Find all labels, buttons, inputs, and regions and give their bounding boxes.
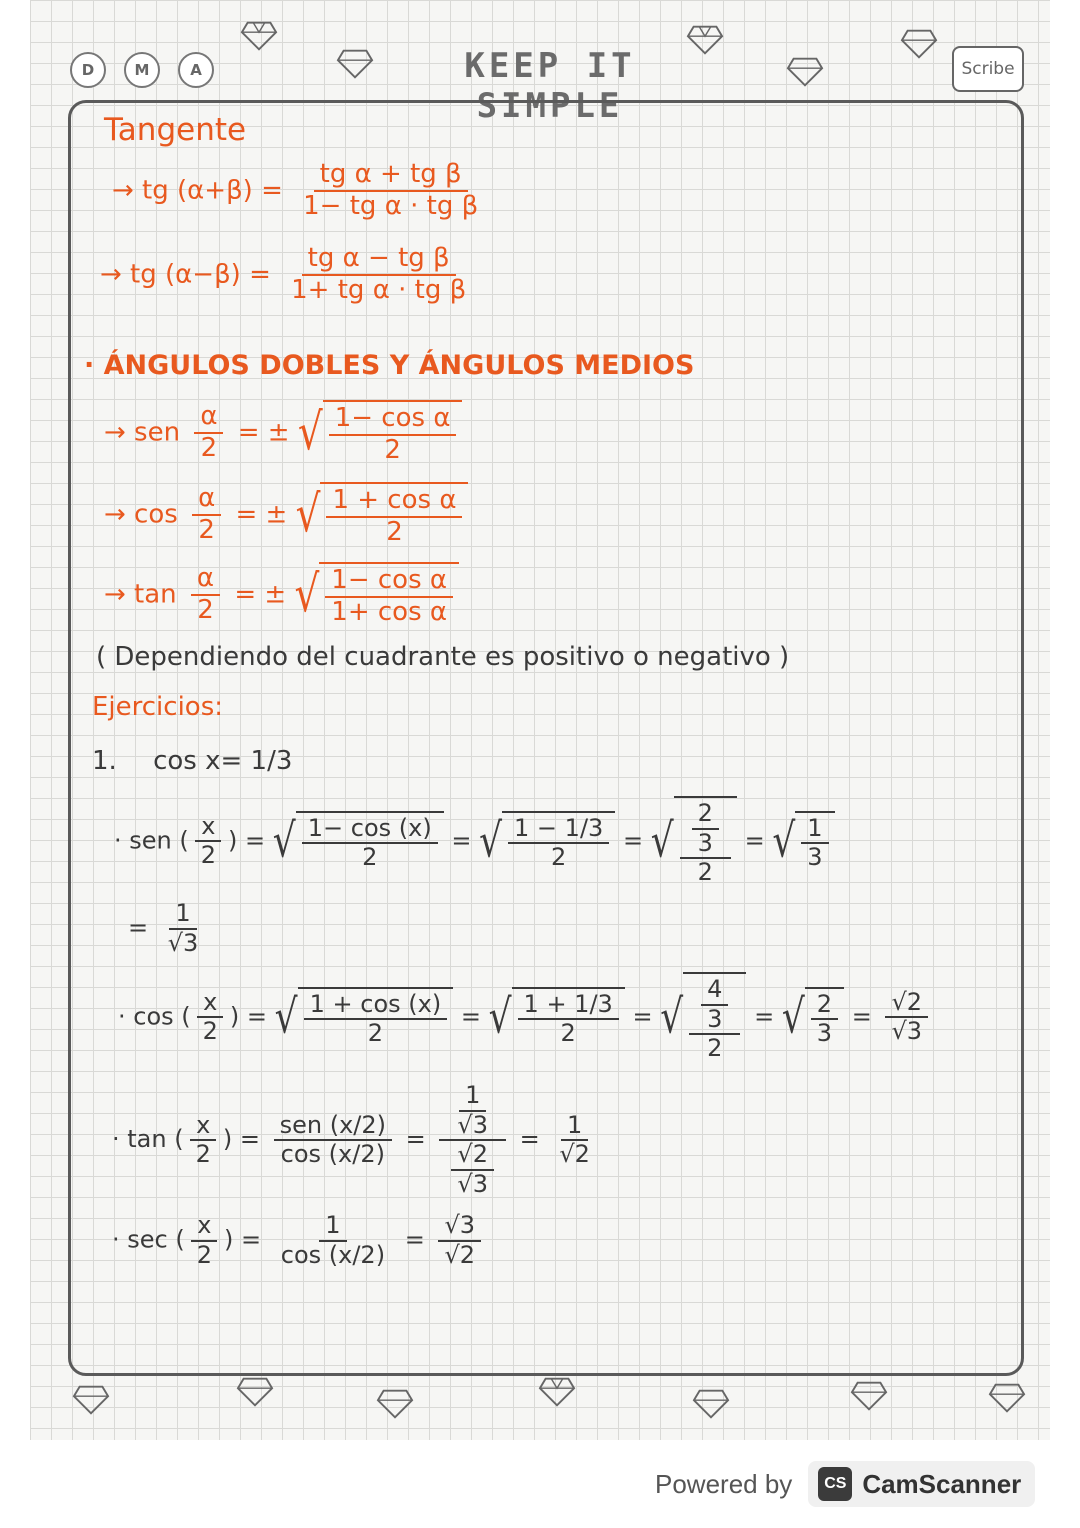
sen-half-lhs: → sen bbox=[104, 417, 181, 448]
tan-half-formula: → tan $\frac{\alpha}{2}$ = ± √ $\frac{\text{1− cos α}}{\text{1+ cos α}}$ bbox=[104, 562, 459, 628]
camscanner-watermark bbox=[655, 1456, 1035, 1512]
x-num: x bbox=[191, 1212, 217, 1242]
cos-step4-den: 3 bbox=[816, 1019, 833, 1048]
tan-result-num: 1 bbox=[561, 1112, 588, 1142]
equals: = bbox=[245, 826, 266, 855]
problem-text: cos x= 1/3 bbox=[153, 746, 293, 776]
equals: = bbox=[519, 1125, 540, 1154]
tg-sum-denominator: 1− tg α · tg β bbox=[303, 190, 479, 221]
diamond-icon bbox=[376, 1388, 414, 1420]
diamond-icon bbox=[692, 1388, 730, 1420]
sec-exercise: · sec ( $\frac{x}{2}$ ) = $\frac{1}{\cos (x/2)}$ = $\frac{√3}{√2}$ bbox=[112, 1212, 487, 1269]
sen-result bbox=[128, 900, 210, 957]
scribe-logo: Scribe bbox=[952, 46, 1024, 92]
problem-number: 1. bbox=[92, 746, 117, 776]
sec-label: · sec bbox=[112, 1225, 168, 1254]
two-den: 2 bbox=[707, 1034, 723, 1063]
sen-result-num: 1 bbox=[169, 900, 196, 930]
problem-statement bbox=[92, 746, 292, 776]
plus-minus: = ± bbox=[235, 499, 288, 530]
page-header-title: KEEP IT SIMPLE bbox=[464, 46, 636, 126]
sen-label: · sen bbox=[114, 826, 172, 855]
two-den: 2 bbox=[197, 594, 214, 625]
equals: = bbox=[405, 1125, 426, 1154]
diamond-icon bbox=[236, 1376, 274, 1408]
equals: = bbox=[622, 826, 644, 855]
sen-step2-num: 1 − 1/3 bbox=[508, 815, 609, 845]
two-den: 2 bbox=[362, 843, 378, 872]
alpha-num: α bbox=[194, 402, 223, 434]
sen-half-numerator: 1− cos α bbox=[329, 404, 457, 436]
cos-half-denominator: 2 bbox=[386, 516, 403, 547]
tangente-heading: Tangente bbox=[104, 112, 247, 148]
tg-diff-lhs: → tg (α−β) = bbox=[100, 259, 271, 290]
diamond-icon bbox=[538, 1376, 576, 1408]
cos-result-den: √3 bbox=[891, 1017, 923, 1046]
diamond-icon bbox=[850, 1380, 888, 1412]
camscanner-badge bbox=[808, 1461, 1035, 1507]
tan-step2-top-num: 1 bbox=[459, 1082, 486, 1112]
sen-result-den: √3 bbox=[167, 928, 199, 957]
two-den: 2 bbox=[200, 841, 217, 870]
tan-step1-den: cos (x/2) bbox=[280, 1140, 385, 1169]
sen-exercise: · sen ( $\frac{x}{2}$ ) = √ $\frac{1- \cos (x)}{2}$ = √ $\frac{1 - 1/3}{2}$ = √ $\frac{\frac{2}{3}}{2}$ = √ $\frac{1}{3}$ bbox=[114, 796, 835, 887]
equals: = bbox=[239, 1125, 260, 1154]
two-den: 2 bbox=[202, 1017, 218, 1046]
circle-d: D bbox=[70, 52, 106, 88]
diamond-icon bbox=[900, 28, 938, 60]
sen-half-denominator: 2 bbox=[384, 434, 401, 465]
equals: = bbox=[632, 1002, 653, 1031]
equals: = bbox=[744, 826, 765, 855]
cos-step4-num: 2 bbox=[811, 991, 838, 1021]
x-num: x bbox=[197, 989, 223, 1019]
x-num: x bbox=[190, 1112, 216, 1142]
cos-half-lhs: → cos bbox=[104, 499, 178, 530]
tan-step2-bot-den: √3 bbox=[457, 1169, 488, 1198]
two-den: 2 bbox=[367, 1019, 384, 1048]
equals: = bbox=[460, 1002, 481, 1031]
tg-sum-lhs: → tg (α+β) = bbox=[112, 175, 283, 206]
cuadrante-note: ( Dependiendo del cuadrante es positivo o negativo ) bbox=[96, 642, 790, 672]
tan-step1-num: sen (x/2) bbox=[274, 1112, 392, 1142]
circle-a: A bbox=[178, 52, 214, 88]
plus-minus: = ± bbox=[237, 417, 290, 448]
ejercicios-heading: Ejercicios: bbox=[92, 692, 224, 722]
sec-step1-den: cos (x/2) bbox=[280, 1240, 386, 1269]
cos-step3-b: 3 bbox=[707, 1004, 723, 1033]
sen-step3-b: 3 bbox=[697, 828, 713, 857]
cos-half-formula: → cos $\frac{\alpha}{2}$ = ± √ $\frac{\text{1 + cos α}}{2}$ bbox=[104, 482, 468, 548]
sec-result-den: √2 bbox=[444, 1240, 476, 1269]
tan-step2-bot-num: √2 bbox=[451, 1141, 494, 1171]
tg-diff-formula bbox=[100, 244, 478, 306]
sec-step1-num: 1 bbox=[319, 1212, 346, 1242]
cos-step2-num: 1 + 1/3 bbox=[518, 991, 619, 1021]
sen-step3-a: 2 bbox=[692, 800, 719, 830]
sec-result-num: √3 bbox=[438, 1212, 481, 1242]
alpha-num: α bbox=[192, 484, 221, 516]
alpha-num: α bbox=[191, 564, 220, 596]
two-den: 2 bbox=[697, 858, 713, 887]
equals: = bbox=[451, 826, 472, 855]
sen-step4-den: 3 bbox=[807, 843, 823, 872]
diamond-icon bbox=[988, 1382, 1026, 1414]
plus-minus: = ± bbox=[234, 579, 287, 610]
sen-step4-num: 1 bbox=[801, 815, 828, 845]
tan-step2-top-den: √3 bbox=[457, 1110, 488, 1139]
tg-diff-numerator: tg α − tg β bbox=[302, 244, 456, 276]
diamond-icon bbox=[72, 1384, 110, 1416]
tan-half-numerator: 1− cos α bbox=[325, 566, 453, 598]
camscanner-name: CamScanner bbox=[862, 1468, 1022, 1499]
two-den: 2 bbox=[195, 1140, 211, 1169]
cos-step3-a: 4 bbox=[701, 976, 728, 1006]
equals: = bbox=[246, 1002, 268, 1031]
sen-step1-num: 1− cos (x) bbox=[302, 815, 438, 845]
equals: = bbox=[851, 1002, 872, 1031]
tan-half-denominator: 1+ cos α bbox=[331, 596, 448, 627]
tg-sum-formula bbox=[112, 160, 490, 222]
cos-exercise: · cos ( $\frac{x}{2}$ ) = √ $\frac{1 + \cos (x)}{2}$ = √ $\frac{1 + 1/3}{2}$ = √ $\frac{\frac{4}{3}}{2}$ = √ $\frac{2}{3}$ = $\frac{√2}{√3}$ bbox=[118, 972, 934, 1063]
cos-result-num: √2 bbox=[885, 989, 928, 1019]
diamond-icon bbox=[686, 24, 724, 56]
cos-label: · cos bbox=[118, 1002, 174, 1031]
powered-by-text: Powered by bbox=[655, 1468, 793, 1499]
diamond-icon bbox=[240, 20, 278, 52]
tan-label: · tan bbox=[112, 1125, 167, 1154]
circle-m: M bbox=[124, 52, 160, 88]
sen-half-formula: → sen $\frac{\alpha}{2}$ = ± √ $\frac{\text{1− cos α}}{2}$ bbox=[104, 400, 462, 466]
equals: = bbox=[241, 1225, 262, 1254]
x-num: x bbox=[195, 813, 221, 843]
tg-sum-numerator: tg α + tg β bbox=[314, 160, 468, 192]
two-den: 2 bbox=[551, 843, 567, 872]
cos-half-numerator: 1 + cos α bbox=[326, 486, 462, 518]
two-den: 2 bbox=[200, 432, 218, 463]
diamond-icon bbox=[336, 48, 374, 80]
two-den: 2 bbox=[560, 1019, 576, 1048]
tan-result-den: √2 bbox=[559, 1140, 590, 1169]
two-den: 2 bbox=[198, 514, 215, 545]
two-den: 2 bbox=[196, 1240, 213, 1269]
camscanner-logo-icon: CS bbox=[818, 1467, 852, 1501]
tan-half-lhs: → tan bbox=[104, 579, 177, 610]
tan-exercise: · tan ( $\frac{x}{2}$ ) = $\frac{\text{sen (x/2)}}{\cos (x/2)}$ = $\frac{\frac{1}{√3}}{\frac{√2}{√3}}$ = $\frac{1}{√2}$ bbox=[112, 1082, 602, 1198]
tg-diff-denominator: 1+ tg α · tg β bbox=[291, 274, 467, 305]
equals: = bbox=[754, 1002, 775, 1031]
angulos-heading: · ÁNGULOS DOBLES Y ÁNGULOS MEDIOS bbox=[84, 350, 695, 381]
diamond-icon bbox=[786, 56, 824, 88]
cos-step1-num: 1 + cos (x) bbox=[304, 991, 448, 1021]
equals: = bbox=[404, 1225, 425, 1254]
equals: = bbox=[128, 913, 149, 942]
